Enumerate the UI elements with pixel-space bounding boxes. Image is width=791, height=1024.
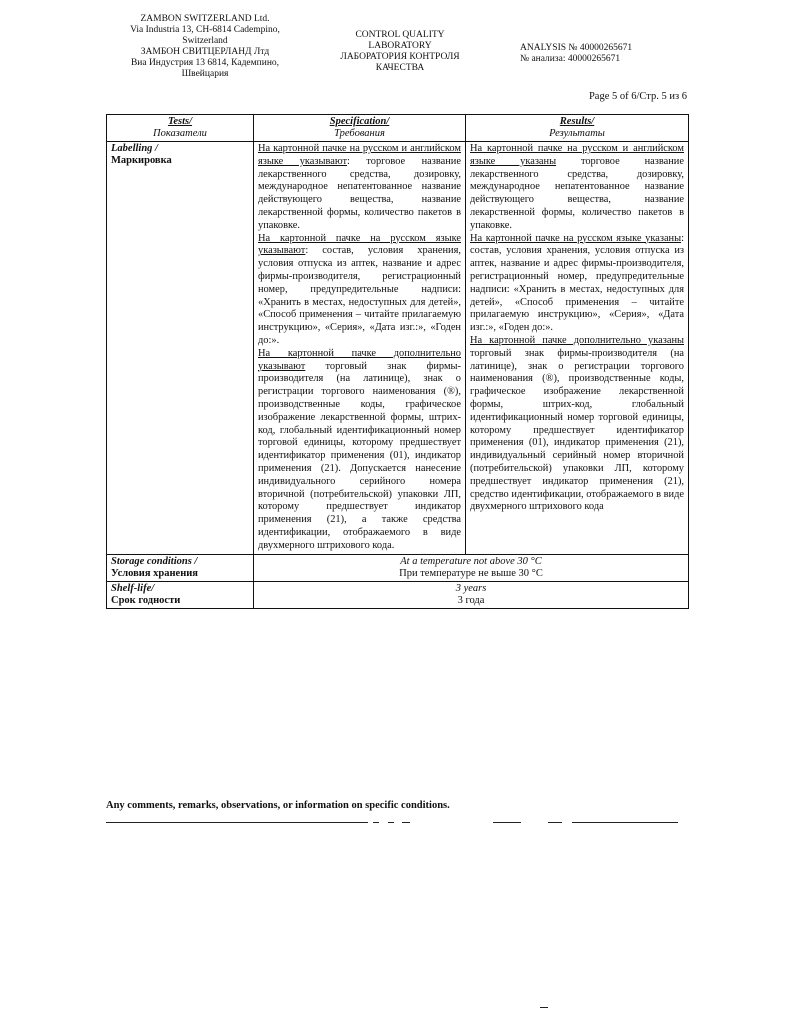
- tests-header-ru: Показатели: [153, 128, 207, 139]
- spec-header-ru: Требования: [334, 128, 385, 139]
- table-header-row: [107, 115, 689, 142]
- result-p2-underlined: На картонной пачке на русском языке указаны: [470, 232, 682, 244]
- spec-p1-text: : торговое название лекарственного средства, дозировку, международное непатентованное название действующего вещества, название лекарственной формы, количество пакетов в упаковке.: [258, 155, 461, 231]
- spec-p1-underlined: На картонной пачке на русском и английском языке указывают: [258, 143, 461, 167]
- analysis-number-en: ANALYSIS № 40000265671: [520, 43, 633, 53]
- analysis-block: [520, 43, 670, 65]
- shelf-name-en: Shelf-life/: [111, 582, 155, 594]
- footer-mark: [540, 1007, 548, 1008]
- comment-line: [106, 822, 368, 823]
- labelling-result: [466, 142, 689, 555]
- storage-name-en: Storage conditions /: [111, 555, 198, 567]
- labelling-specification: [254, 142, 466, 555]
- company-line: ZAMBON SWITZERLAND Ltd.: [140, 14, 270, 24]
- lab-line: LABORATORY: [368, 41, 432, 51]
- result-p3-underlined: На картонной пачке дополнительно указаны: [470, 334, 684, 346]
- labelling-name-ru: Маркировка: [111, 155, 172, 166]
- comment-line-dash: [548, 822, 562, 823]
- comment-line: [572, 822, 678, 823]
- storage-name-ru: Условия хранения: [111, 567, 198, 579]
- company-line: Швейцария: [181, 69, 229, 79]
- tests-header-en: Tests/: [167, 116, 193, 127]
- table-row: [107, 142, 689, 555]
- shelf-life-test-name: [107, 581, 254, 608]
- labelling-name-en: Labelling /: [111, 143, 158, 154]
- result-p1-text: торговое название лекарственного средства, дозировку, международное непатентованное название действующего вещества, название лекарственной формы, количество пакетов в упаковке.: [470, 155, 684, 231]
- shelf-value-ru: 3 года: [457, 594, 485, 606]
- comment-line-dash: [373, 822, 379, 823]
- lab-block: [325, 30, 475, 74]
- spec-p2-text: : состав, условия хранения, условия отпуска из аптек, название и адрес фирмы-производителя, регистрационный номер, предупредительные надписи: «Хранить в местах, недоступных для детей», «Способ применения – читайте прилагаемую инструкцию», «Серия», «Дата изг.:», «Годен до:».: [258, 245, 461, 346]
- storage-test-name: [107, 554, 254, 581]
- comment-line-dash: [402, 822, 410, 823]
- shelf-value-en: 3 years: [455, 582, 487, 594]
- comments-label: Any comments, remarks, observations, or information on specific conditions.: [106, 800, 450, 811]
- company-line: Switzerland: [182, 36, 228, 46]
- labelling-test-name: [107, 142, 254, 555]
- results-column-header: [466, 115, 689, 142]
- results-header-ru: Результаты: [549, 128, 605, 139]
- storage-value-en: At a temperature not above 30 °C: [400, 555, 542, 567]
- document-header: [0, 14, 791, 94]
- table-row: [107, 581, 689, 608]
- result-p1-underlined: На картонной пачке на русском и английском языке указаны: [470, 143, 684, 167]
- company-line: ЗАМБОН СВИТЦЕРЛАНД Лтд: [140, 47, 270, 57]
- specification-column-header: [254, 115, 466, 142]
- results-table: [106, 114, 689, 609]
- company-line: Виа Индустрия 13 6814, Кадемпино,: [130, 58, 280, 68]
- result-p3-text: торговый знак фирмы-производителя (на латинице), знак о регистрации торгового наименования (®), производственные коды, графическое изображение лекарственной формы, штрих-код, глобальный идентификационный номер торговой единицы, которому предшествует идентификатор применения (01), индикатор применения (21), индивидуальный серийный номер вторичной (потребительской) упаковки ЛП, которому предшествует индикатор применения (21), средство идентификации, отображаемого в виде двухмерного штрихового кода: [470, 347, 684, 513]
- lab-line: ЛАБОРАТОРИЯ КОНТРОЛЯ: [340, 52, 460, 62]
- company-line: Via Industria 13, CH-6814 Cadempino,: [130, 25, 280, 35]
- comment-line-dash: [493, 822, 521, 823]
- spec-p2-underlined: На картонной пачке на русском языке указывают: [258, 232, 461, 257]
- table-row: [107, 554, 689, 581]
- spec-header-en: Specification/: [329, 116, 390, 127]
- analysis-number-ru: № анализа: 40000265671: [520, 54, 621, 64]
- spec-p3-underlined: На картонной пачке дополнительно указывают: [258, 347, 461, 372]
- result-p2-text: : состав, условия хранения, условия отпуска из аптек, название и адрес фирмы-производителя, регистрационный номер, предупредительные надписи: «Хранить в местах, недоступных для детей», «Способ применения – читайте прилагаемую инструкцию», «Серия», «Дата изг.:», «Годен до:».: [470, 232, 684, 334]
- comment-line-dash: [388, 822, 394, 823]
- tests-column-header: [107, 115, 254, 142]
- storage-value: [254, 554, 689, 581]
- page-number: Page 5 of 6/Стр. 5 из 6: [588, 91, 687, 102]
- storage-value-ru: При температуре не выше 30 °C: [399, 567, 543, 579]
- company-block: [110, 14, 300, 80]
- shelf-name-ru: Срок годности: [111, 594, 181, 606]
- lab-line: КАЧЕСТВА: [375, 63, 425, 73]
- lab-line: CONTROL QUALITY: [355, 30, 445, 40]
- shelf-life-value: [254, 581, 689, 608]
- results-header-en: Results/: [559, 116, 595, 127]
- spec-p3-text: торговый знак фирмы-производителя (на латинице), знак о регистрации торгового наименования (®), производственные коды, графическое изображение лекарственной формы, штрих-код, глобальный идентификационный номер торговой единицы, которому предшествует идентификатор применения (01), индикатор применения (21). Допускается нанесение индивидуального серийного номера вторичной (потребительской) упаковки ЛП, которому предшествует индикатор применения (21), а также средства идентификации, отображаемого в виде двухмерного штрихового кода.: [258, 360, 461, 551]
